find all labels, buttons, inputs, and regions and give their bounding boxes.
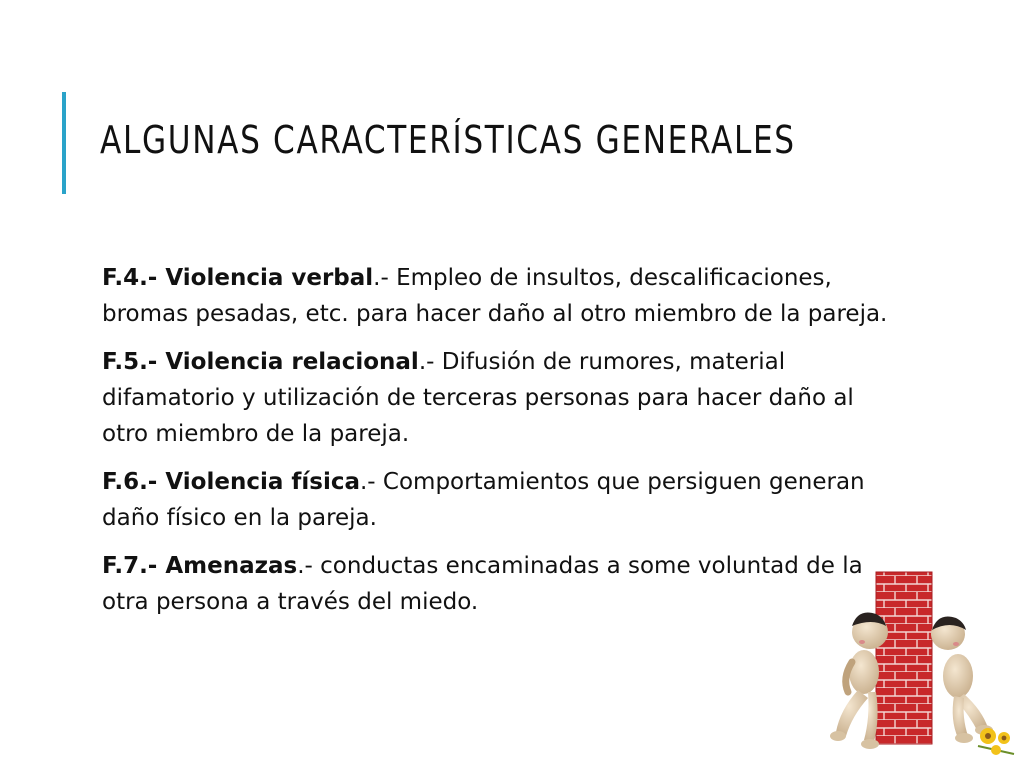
characteristic-term — [102, 349, 419, 375]
characteristic-term — [102, 265, 373, 291]
characteristic-f5 — [102, 344, 902, 452]
characteristic-code: F.7.- — [102, 553, 166, 579]
brick-wall — [876, 572, 932, 744]
right-doll — [931, 617, 993, 744]
characteristic-f4 — [102, 260, 902, 332]
characteristic-code: F.6.- — [102, 469, 166, 495]
characteristic-separator: .- — [418, 349, 442, 375]
characteristic-description: conductas encaminadas a some voluntad de la otra persona a través del miedo. — [102, 553, 863, 615]
slide-body — [102, 260, 902, 632]
characteristic-separator: .- — [297, 553, 321, 579]
characteristic-f7 — [102, 548, 902, 620]
characteristic-description: Comportamientos que persiguen generan daño físico en la pareja. — [102, 469, 865, 531]
characteristic-name: Violencia verbal — [165, 265, 374, 291]
characteristic-name: Violencia relacional — [165, 349, 419, 375]
characteristic-code: F.4.- — [102, 265, 166, 291]
slide-title: ALGUNAS CARACTERÍSTICAS GENERALES — [100, 118, 796, 162]
characteristic-term — [102, 553, 297, 579]
characteristic-separator: .- — [359, 469, 383, 495]
characteristic-description: Empleo de insultos, descalificaciones, bromas pesadas, etc. para hacer daño al otro miembro de la pareja. — [102, 265, 888, 327]
title-accent-bar — [62, 92, 66, 194]
characteristic-term — [102, 469, 360, 495]
characteristic-f6 — [102, 464, 902, 536]
characteristic-name: Violencia física — [165, 469, 360, 495]
flower-decoration — [978, 728, 1014, 755]
characteristic-code: F.5.- — [102, 349, 166, 375]
characteristic-name: Amenazas — [165, 553, 298, 579]
characteristic-description: Difusión de rumores, material difamatorio y utilización de terceras personas para hacer daño al otro miembro de la pareja. — [102, 349, 854, 447]
characteristic-separator: .- — [373, 265, 397, 291]
dolls-brick-wall-illustration — [818, 560, 1024, 768]
